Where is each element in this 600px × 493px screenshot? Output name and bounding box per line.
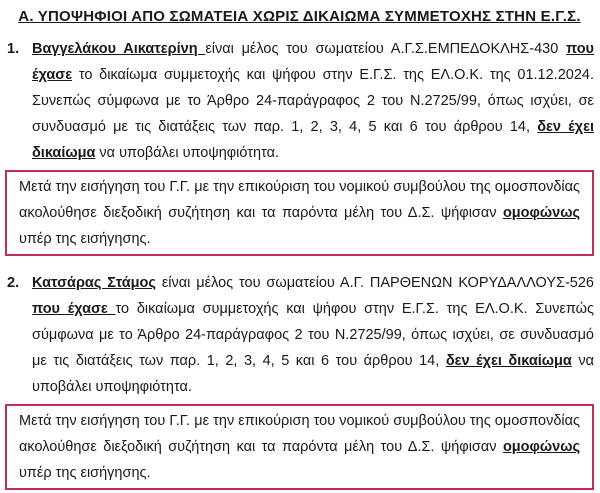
item-number: 1.: [7, 41, 20, 57]
decision-text: Μετά την εισήγηση του Γ.Γ. με την επικούριση του νομικού συμβούλου της ομοσπονδίας ακολούθησε διεξοδική συζήτηση και τα παρόντα μέλη του Δ.Σ. ψήφισαν ομοφώνως υπέρ της εισήγησης.: [19, 413, 580, 481]
item-number: 2.: [7, 275, 20, 291]
page-title: Α. ΥΠΟΨΗΦΙΟΙ ΑΠΟ ΣΩΜΑΤΕΙΑ ΧΩΡΙΣ ΔΙΚΑΙΩΜΑ ΣΥΜΜΕΤΟΧΗΣ ΣΤΗΝ Ε.Γ.Σ.: [18, 8, 581, 25]
list-item: [5, 36, 594, 166]
item-text: Βαγγελάκου Αικατερίνη είναι μέλος του σωματείου Α.Γ.Σ.ΕΜΠΕΔΟΚΛΗΣ-430 που έχασε το δικαίωμα συμμετοχής και ψήφου στην Ε.Γ.Σ. της ΕΛ.Ο.Κ. της 01.12.2024. Συνεπώς σύμφωνα με το Άρθρο 24-παράγραφος 2 του Ν.2725/99, όπως ισχύει, σε συνδυασμό με τις διατάξεις των παρ. 1, 2, 3, 4, 5 και 6 του άρθρου 14, δεν έχει δικαίωμα να υποβάλει υποψηφιότητα.: [32, 41, 594, 161]
decision-text: Μετά την εισήγηση του Γ.Γ. με την επικούριση του νομικού συμβούλου της ομοσπονδίας ακολούθησε διεξοδική συζήτηση και τα παρόντα μέλη του Δ.Σ. ψήφισαν ομοφώνως υπέρ της εισήγησης.: [19, 179, 580, 247]
decision-box: [5, 170, 594, 256]
item-text: Κατσάρας Στάμος είναι μέλος του σωματείου Α.Γ. ΠΑΡΘΕΝΩΝ ΚΟΡΥΔΑΛΛΟΥΣ-526 που έχασε το δικαίωμα συμμετοχής και ψήφου στην Ε.Γ.Σ. της ΕΛ.Ο.Κ. Συνεπώς σύμφωνα με το Άρθρο 24-παράγραφος 2 του Ν.2725/99, όπως ισχύει, σε συνδυασμό με τις διατάξεις των παρ. 1, 2, 3, 4, 5 και 6 του άρθρου 14, δεν έχει δικαίωμα να υποβάλει υποψηφιότητα.: [32, 275, 594, 395]
list-item: [5, 270, 594, 400]
decision-box: [5, 404, 594, 490]
